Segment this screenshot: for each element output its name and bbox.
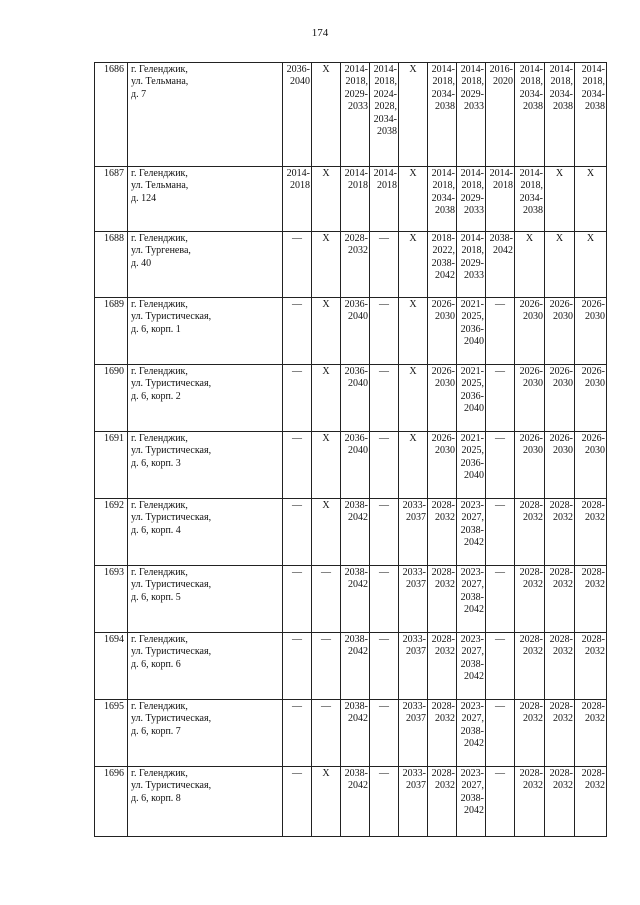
schedule-cell: 2026- 2030	[545, 298, 575, 365]
schedule-cell: —	[283, 566, 312, 633]
page-number: 174	[311, 27, 329, 39]
address-cell: г. Геленджик, ул. Туристическая, д. 6, корп. 4	[128, 499, 283, 566]
schedule-cell: 2038- 2042	[341, 566, 370, 633]
schedule-cell: 2028- 2032	[545, 767, 575, 837]
schedule-cell: 2036- 2040	[283, 63, 312, 167]
address-cell: г. Геленджик, ул. Туристическая, д. 6, корп. 6	[128, 633, 283, 700]
schedule-cell: —	[370, 767, 399, 837]
schedule-cell: X	[399, 365, 428, 432]
address-cell: г. Геленджик, ул. Туристическая, д. 6, корп. 1	[128, 298, 283, 365]
row-number: 1694	[95, 633, 128, 700]
schedule-cell: 2038- 2042	[341, 633, 370, 700]
schedule-cell: 2038- 2042	[486, 232, 515, 298]
schedule-cell: 2036- 2040	[341, 365, 370, 432]
schedule-cell: 2014- 2018, 2029- 2033	[457, 63, 486, 167]
schedule-cell: —	[312, 566, 341, 633]
schedule-cell: —	[370, 432, 399, 499]
table-row	[95, 499, 607, 566]
schedule-cell: —	[283, 432, 312, 499]
schedule-cell: 2028- 2032	[575, 633, 607, 700]
row-number: 1689	[95, 298, 128, 365]
schedule-cell: —	[370, 700, 399, 767]
address-cell: г. Геленджик, ул. Тельмана, д. 124	[128, 167, 283, 232]
schedule-cell: X	[575, 232, 607, 298]
schedule-cell: 2023- 2027, 2038- 2042	[457, 767, 486, 837]
row-number: 1691	[95, 432, 128, 499]
schedule-cell: X	[399, 232, 428, 298]
row-number: 1690	[95, 365, 128, 432]
schedule-cell: 2033- 2037	[399, 700, 428, 767]
schedule-cell: 2028- 2032	[428, 700, 457, 767]
schedule-cell: X	[399, 432, 428, 499]
schedule-cell: 2028- 2032	[575, 499, 607, 566]
schedule-cell: 2014- 2018, 2029- 2033	[457, 167, 486, 232]
schedule-cell: 2028- 2032	[515, 700, 545, 767]
schedule-cell: 2026- 2030	[575, 298, 607, 365]
schedule-cell: 2014- 2018, 2034- 2038	[515, 167, 545, 232]
schedule-cell: 2036- 2040	[341, 298, 370, 365]
schedule-cell: X	[515, 232, 545, 298]
schedule-cell: 2028- 2032	[575, 566, 607, 633]
schedule-cell: —	[486, 499, 515, 566]
schedule-cell: 2026- 2030	[545, 365, 575, 432]
schedule-cell: 2028- 2032	[341, 232, 370, 298]
schedule-cell: 2023- 2027, 2038- 2042	[457, 566, 486, 633]
address-cell: г. Геленджик, ул. Туристическая, д. 6, корп. 2	[128, 365, 283, 432]
schedule-cell: —	[312, 633, 341, 700]
schedule-cell: 2014- 2018, 2034- 2038	[545, 63, 575, 167]
schedule-cell: 2028- 2032	[515, 566, 545, 633]
schedule-cell: 2018- 2022, 2038- 2042	[428, 232, 457, 298]
schedule-cell: X	[312, 365, 341, 432]
schedule-cell: 2014- 2018, 2029- 2033	[341, 63, 370, 167]
schedule-cell: 2021- 2025, 2036- 2040	[457, 432, 486, 499]
schedule-cell: 2026- 2030	[515, 432, 545, 499]
row-number: 1693	[95, 566, 128, 633]
schedule-cell: X	[545, 232, 575, 298]
schedule-cell: —	[283, 365, 312, 432]
row-number: 1686	[95, 63, 128, 167]
row-number: 1687	[95, 167, 128, 232]
schedule-cell: —	[486, 633, 515, 700]
schedule-cell: 2026- 2030	[428, 432, 457, 499]
schedule-cell: 2026- 2030	[575, 365, 607, 432]
schedule-cell: —	[283, 633, 312, 700]
row-number: 1695	[95, 700, 128, 767]
schedule-cell: 2014- 2018, 2034- 2038	[575, 63, 607, 167]
schedule-cell: 2038- 2042	[341, 700, 370, 767]
schedule-cell: —	[370, 633, 399, 700]
row-number: 1692	[95, 499, 128, 566]
schedule-cell: X	[545, 167, 575, 232]
address-cell: г. Геленджик, ул. Тургенева, д. 40	[128, 232, 283, 298]
schedule-cell: X	[399, 167, 428, 232]
schedule-cell: 2014- 2018, 2034- 2038	[428, 63, 457, 167]
schedule-cell: 2028- 2032	[428, 499, 457, 566]
schedule-cell: 2033- 2037	[399, 633, 428, 700]
schedule-cell: 2028- 2032	[515, 499, 545, 566]
address-cell: г. Геленджик, ул. Тельмана, д. 7	[128, 63, 283, 167]
schedule-cell: 2021- 2025, 2036- 2040	[457, 365, 486, 432]
schedule-cell: X	[312, 432, 341, 499]
table-row	[95, 63, 607, 167]
schedule-cell: —	[283, 499, 312, 566]
schedule-cell: 2033- 2037	[399, 499, 428, 566]
schedule-cell: —	[283, 298, 312, 365]
schedule-cell: 2028- 2032	[575, 767, 607, 837]
schedule-cell: —	[370, 365, 399, 432]
schedule-cell: 2028- 2032	[515, 767, 545, 837]
address-cell: г. Геленджик, ул. Туристическая, д. 6, корп. 3	[128, 432, 283, 499]
schedule-cell: —	[486, 298, 515, 365]
schedule-cell: —	[312, 700, 341, 767]
schedule-cell: —	[486, 365, 515, 432]
schedule-cell: —	[486, 767, 515, 837]
schedule-cell: 2014- 2018, 2034- 2038	[428, 167, 457, 232]
schedule-cell: 2014- 2018	[370, 167, 399, 232]
schedule-cell: 2026- 2030	[428, 365, 457, 432]
schedule-cell: —	[370, 232, 399, 298]
schedule-cell: X	[312, 499, 341, 566]
schedule-table	[94, 62, 607, 837]
schedule-cell: 2026- 2030	[545, 432, 575, 499]
schedule-cell: X	[312, 767, 341, 837]
schedule-cell: 2021- 2025, 2036- 2040	[457, 298, 486, 365]
schedule-cell: 2028- 2032	[545, 700, 575, 767]
schedule-cell: 2038- 2042	[341, 499, 370, 566]
table-row	[95, 167, 607, 232]
schedule-cell: 2014- 2018	[486, 167, 515, 232]
schedule-cell: 2023- 2027, 2038- 2042	[457, 499, 486, 566]
schedule-cell: —	[370, 566, 399, 633]
schedule-cell: 2033- 2037	[399, 566, 428, 633]
schedule-cell: 2028- 2032	[575, 700, 607, 767]
table-row	[95, 298, 607, 365]
schedule-cell: X	[312, 167, 341, 232]
address-cell: г. Геленджик, ул. Туристическая, д. 6, корп. 5	[128, 566, 283, 633]
schedule-cell: 2028- 2032	[428, 633, 457, 700]
schedule-cell: 2036- 2040	[341, 432, 370, 499]
table-row	[95, 232, 607, 298]
schedule-cell: 2023- 2027, 2038- 2042	[457, 633, 486, 700]
schedule-cell: 2028- 2032	[515, 633, 545, 700]
schedule-cell: 2028- 2032	[428, 767, 457, 837]
table-row	[95, 432, 607, 499]
table-row	[95, 633, 607, 700]
schedule-cell: 2026- 2030	[515, 365, 545, 432]
schedule-cell: 2028- 2032	[545, 499, 575, 566]
schedule-cell: 2026- 2030	[515, 298, 545, 365]
schedule-cell: X	[312, 298, 341, 365]
table-row	[95, 767, 607, 837]
schedule-cell: —	[283, 767, 312, 837]
schedule-cell: —	[283, 700, 312, 767]
schedule-cell: 2014- 2018	[341, 167, 370, 232]
schedule-cell: —	[370, 499, 399, 566]
table-row	[95, 566, 607, 633]
row-number: 1696	[95, 767, 128, 837]
schedule-cell: 2016- 2020	[486, 63, 515, 167]
schedule-cell: 2038- 2042	[341, 767, 370, 837]
schedule-cell: 2033- 2037	[399, 767, 428, 837]
table-row	[95, 365, 607, 432]
schedule-cell: 2014- 2018, 2034- 2038	[515, 63, 545, 167]
schedule-cell: —	[486, 432, 515, 499]
schedule-cell: —	[370, 298, 399, 365]
schedule-cell: —	[486, 566, 515, 633]
schedule-cell: 2028- 2032	[545, 566, 575, 633]
schedule-cell: 2028- 2032	[428, 566, 457, 633]
schedule-cell: X	[575, 167, 607, 232]
schedule-cell: 2026- 2030	[428, 298, 457, 365]
schedule-cell: X	[312, 63, 341, 167]
schedule-cell: X	[312, 232, 341, 298]
address-cell: г. Геленджик, ул. Туристическая, д. 6, корп. 8	[128, 767, 283, 837]
schedule-cell: 2014- 2018, 2029- 2033	[457, 232, 486, 298]
schedule-cell: 2023- 2027, 2038- 2042	[457, 700, 486, 767]
schedule-cell: 2014- 2018, 2024- 2028, 2034- 2038	[370, 63, 399, 167]
schedule-cell: 2014- 2018	[283, 167, 312, 232]
schedule-cell: —	[283, 232, 312, 298]
table-row	[95, 700, 607, 767]
schedule-cell: —	[486, 700, 515, 767]
schedule-cell: X	[399, 63, 428, 167]
schedule-cell: 2028- 2032	[545, 633, 575, 700]
row-number: 1688	[95, 232, 128, 298]
schedule-cell: X	[399, 298, 428, 365]
schedule-cell: 2026- 2030	[575, 432, 607, 499]
address-cell: г. Геленджик, ул. Туристическая, д. 6, корп. 7	[128, 700, 283, 767]
